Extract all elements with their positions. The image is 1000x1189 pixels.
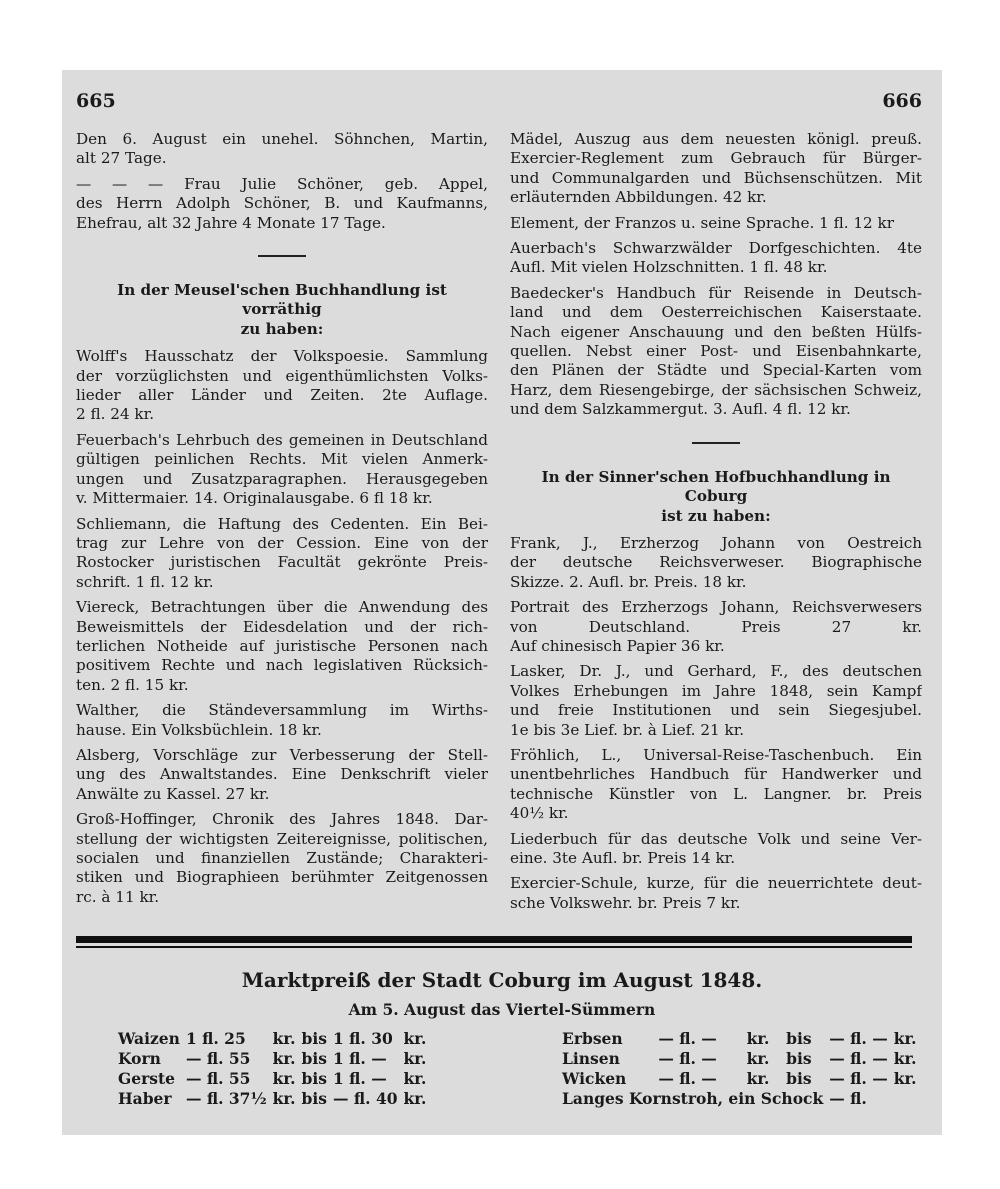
text-line: 40½ kr. (510, 804, 569, 823)
table-cell: — fl. — (658, 1068, 717, 1088)
text-line: Schliemann, die Haftung des Cedenten. Ein Bei- (76, 514, 488, 533)
text-line: trag zur Lehre von der Cession. Eine von der (76, 533, 488, 552)
text-line: Groß-Hoffinger, Chronik des Jahres 1848. Dar- (76, 810, 488, 829)
table-cell: kr. (746, 1068, 770, 1088)
double-rule-thick (76, 936, 912, 943)
text-line: schrift. 1 fl. 12 kr. (76, 572, 214, 591)
table-row (562, 1028, 923, 1048)
text-line: stellung der wichtigsten Zeitereignisse, politischen, (76, 829, 488, 848)
text-line: gültigen peinlichen Rechts. Mit vielen Anmerk- (76, 450, 488, 469)
text-line: alt 27 Tage. (76, 149, 167, 168)
text-line: v. Mittermaier. 14. Originalausgabe. 6 fl 18 kr. (76, 489, 433, 508)
table-cell: bis (301, 1048, 327, 1068)
table-cell: kr. (893, 1028, 917, 1048)
book-list-meusel (76, 347, 488, 907)
table-row (562, 1088, 923, 1108)
heading-line: In der Meusel'schen Buchhandlung ist vorräthig (117, 281, 447, 319)
text-line: und dem Salzkammergut. 3. Aufl. 4 fl. 12 kr. (510, 400, 851, 419)
table-cell: bis (786, 1028, 812, 1048)
list-item (76, 810, 488, 907)
text-line: technische Künstler von L. Langner. br. Preis (510, 784, 922, 803)
text-line: Den 6. August ein unehel. Söhnchen, Martin, (76, 130, 488, 148)
list-item (76, 175, 488, 233)
table-cell: Korn (118, 1048, 161, 1068)
table-cell: kr. (272, 1028, 296, 1048)
table-cell: bis (301, 1068, 327, 1088)
text-line: des Herrn Adolph Schöner, B. und Kaufmanns, (76, 194, 488, 213)
right-column (510, 130, 922, 919)
separator (692, 442, 740, 444)
text-line: eine. 3te Aufl. br. Preis 14 kr. (510, 849, 736, 867)
text-line: Alsberg, Vorschläge zur Verbesserung der Stell- (76, 745, 488, 764)
text-line: 2 fl. 24 kr. (76, 405, 155, 424)
table-cell: Erbsen (562, 1028, 623, 1048)
text-line: Fröhlich, L., Universal-Reise-Taschenbuch. Ein (510, 745, 922, 764)
table-cell: — fl. — (658, 1028, 717, 1048)
text-line: unentbehrliches Handbuch für Handwerker und (510, 765, 922, 784)
table-cell: kr. (403, 1028, 427, 1048)
bookshop-heading-sinner (510, 468, 922, 526)
table-cell: kr. (893, 1048, 917, 1068)
list-item (76, 515, 488, 593)
page-number-left: 665 (76, 90, 116, 112)
heading-line: In der Sinner'schen Hofbuchhandlung in Coburg (541, 467, 891, 506)
text-line: den Plänen der Städte und Special-Karten vom (510, 361, 922, 380)
list-item (510, 284, 922, 420)
text-line: Nach eigener Anschauung und den beßten Hülfs- (510, 322, 922, 341)
table-cell: — fl. 55 (185, 1048, 251, 1068)
text-line: Portrait des Erzherzogs Johann, Reichsverwesers (510, 598, 922, 617)
text-line: Volkes Erhebungen im Jahre 1848, sein Kampf (510, 681, 922, 700)
table-cell: — fl. — (829, 1048, 888, 1068)
text-line: ungen und Zusatzparagraphen. Herausgegeben (76, 469, 488, 488)
text-line: land und dem Oesterreichischen Kaiserstaate. (510, 303, 922, 322)
text-line: Liederbuch für das deutsche Volk und seine Ver- (510, 829, 922, 848)
text-line: Lasker, Dr. J., und Gerhard, F., des deutschen (510, 662, 922, 681)
text-line: lieder aller Länder und Zeiten. 2te Auflage. (76, 386, 488, 405)
text-line: Aufl. Mit vielen Holzschnitten. 1 fl. 48 kr. (510, 258, 828, 277)
table-cell (894, 1088, 923, 1108)
table-cell: kr. (403, 1088, 427, 1108)
text-line: Frank, J., Erzherzog Johann von Oestreich (510, 533, 922, 552)
text-line: der vorzüglichsten und eigenthümlichsten Volks- (76, 366, 488, 385)
text-line: ung des Anwaltstandes. Eine Denkschrift vieler (76, 765, 488, 784)
text-line: Anwälte zu Kassel. 27 kr. (76, 784, 270, 803)
text-line: rc. à 11 kr. (76, 887, 160, 906)
table-row (562, 1048, 923, 1068)
table-cell: 1 fl. 30 (332, 1028, 393, 1048)
text-line: quellen. Nebst einer Post- und Eisenbahnkarte, (510, 342, 922, 361)
table-cell: kr. (403, 1068, 427, 1088)
table-cell: bis (301, 1028, 327, 1048)
table-cell: — fl. (829, 1088, 867, 1108)
table-cell: — fl. 55 (185, 1068, 251, 1088)
list-item (510, 598, 922, 656)
list-item (76, 431, 488, 509)
list-item (76, 347, 488, 425)
table-cell: — fl. — (829, 1028, 888, 1048)
list-item (510, 130, 922, 208)
table-cell: Haber (118, 1088, 172, 1108)
list-item (510, 534, 922, 592)
table-cell: — fl. — (658, 1048, 717, 1068)
text-line: positivem Rechte und nach legislativen Rücksich- (76, 656, 488, 675)
table-cell: bis (786, 1068, 812, 1088)
text-line: Exercier-Schule, kurze, für die neuerrichtete deut- (510, 874, 922, 893)
table-cell: — fl. 37½ (185, 1088, 267, 1108)
table-row (118, 1028, 432, 1048)
heading-line: zu haben: (240, 319, 324, 338)
text-line: und Communalgarden und Büchsenschützen. Mit (510, 168, 922, 187)
list-item (510, 746, 922, 824)
text-line: Harz, dem Riesengebirge, der sächsischen Schweiz, (510, 380, 922, 399)
separator (258, 255, 306, 257)
list-item (510, 239, 922, 278)
text-line: Mädel, Auszug aus dem neuesten königl. preuß. (510, 130, 922, 148)
newspaper-page (62, 70, 942, 1135)
market-price-title: Marktpreiß der Stadt Coburg im August 1848. (241, 968, 763, 992)
table-cell: bis (301, 1088, 327, 1108)
table-cell: kr. (403, 1048, 427, 1068)
heading-line: ist zu haben: (661, 506, 771, 525)
text-line: 1e bis 3e Lief. br. à Lief. 21 kr. (510, 720, 745, 739)
table-cell: — fl. 40 (332, 1088, 398, 1108)
table-cell: kr. (746, 1048, 770, 1068)
text-line: stiken und Biographieen berühmter Zeitgenossen (76, 868, 488, 887)
price-table-left (118, 1028, 432, 1108)
text-line: Wolff's Hausschatz der Volkspoesie. Sammlung (76, 347, 488, 366)
list-item (76, 598, 488, 695)
table-cell: — fl. — (829, 1068, 888, 1088)
table-row (118, 1088, 432, 1108)
text-line: sche Volkswehr. br. Preis 7 kr. (510, 893, 741, 912)
text-line: Element, der Franzos u. seine Sprache. 1 fl. 12 kr (510, 213, 894, 232)
table-cell: Wicken (562, 1068, 627, 1088)
text-line: Baedecker's Handbuch für Reisende in Deutsch- (510, 283, 922, 302)
text-line: Auerbach's Schwarzwälder Dorfgeschichten. 4te (510, 239, 922, 258)
text-line: der deutsche Reichsverweser. Biographische (510, 553, 922, 572)
text-line: Feuerbach's Lehrbuch des gemeinen in Deutschland (76, 430, 488, 449)
table-cell: 1 fl. — (332, 1068, 387, 1088)
text-line: terlichen Notheide auf juristische Personen nach (76, 636, 488, 655)
text-line: socialen und finanziellen Zustände; Charakteri- (76, 849, 488, 867)
table-cell: 1 fl. — (332, 1048, 387, 1068)
table-cell: kr. (272, 1048, 296, 1068)
table-cell: kr. (746, 1028, 770, 1048)
list-item (76, 130, 488, 169)
table-cell: Waizen (118, 1028, 180, 1048)
death-notices (76, 130, 488, 233)
market-price-subtitle: Am 5. August das Viertel-Sümmern (348, 1000, 656, 1019)
table-cell: Gerste (118, 1068, 176, 1088)
list-item (510, 214, 922, 233)
book-list-continued (510, 130, 922, 420)
text-line: hause. Ein Volksbüchlein. 18 kr. (76, 720, 322, 739)
text-line: Beweismittels der Eidesdelation und der rich- (76, 617, 488, 636)
bookshop-heading-meusel (76, 281, 488, 339)
list-item (510, 874, 922, 913)
page-number-right: 666 (882, 90, 922, 112)
text-line: Skizze. 2. Aufl. br. Preis. 18 kr. (510, 572, 747, 591)
text-line: ten. 2 fl. 15 kr. (76, 675, 189, 694)
list-item (510, 662, 922, 740)
table-cell: Linsen (562, 1048, 620, 1068)
book-list-sinner (510, 534, 922, 913)
double-rule-thin (76, 946, 912, 948)
text-line: Walther, die Ständeversammlung im Wirths- (76, 701, 488, 720)
price-table-right (562, 1028, 923, 1108)
text-line: von Deutschland. Preis 27 kr. (510, 617, 922, 636)
table-row (562, 1068, 923, 1088)
list-item (76, 701, 488, 740)
table-row (118, 1068, 432, 1088)
table-cell: kr. (272, 1068, 296, 1088)
text-line: Auf chinesisch Papier 36 kr. (510, 636, 725, 655)
text-line: Ehefrau, alt 32 Jahre 4 Monate 17 Tage. (76, 213, 386, 232)
table-cell: bis (786, 1048, 812, 1068)
table-cell: Langes Kornstroh, ein Schock (562, 1088, 824, 1108)
table-cell: kr. (272, 1088, 296, 1108)
list-item (76, 746, 488, 804)
left-column (76, 130, 488, 913)
text-line: — — — Frau Julie Schöner, geb. Appel, (76, 174, 488, 193)
list-item (510, 830, 922, 869)
table-row (118, 1048, 432, 1068)
text-line: Exercier-Reglement zum Gebrauch für Bürger- (510, 149, 922, 168)
table-cell: 1 fl. 25 (185, 1028, 246, 1048)
text-line: und freie Institutionen und sein Siegesjubel. (510, 701, 922, 720)
text-line: erläuternden Abbildungen. 42 kr. (510, 188, 767, 207)
text-line: Viereck, Betrachtungen über die Anwendung des (76, 598, 488, 617)
table-cell: kr. (893, 1068, 917, 1088)
text-line: Rostocker juristischen Facultät gekrönte Preis- (76, 553, 488, 572)
